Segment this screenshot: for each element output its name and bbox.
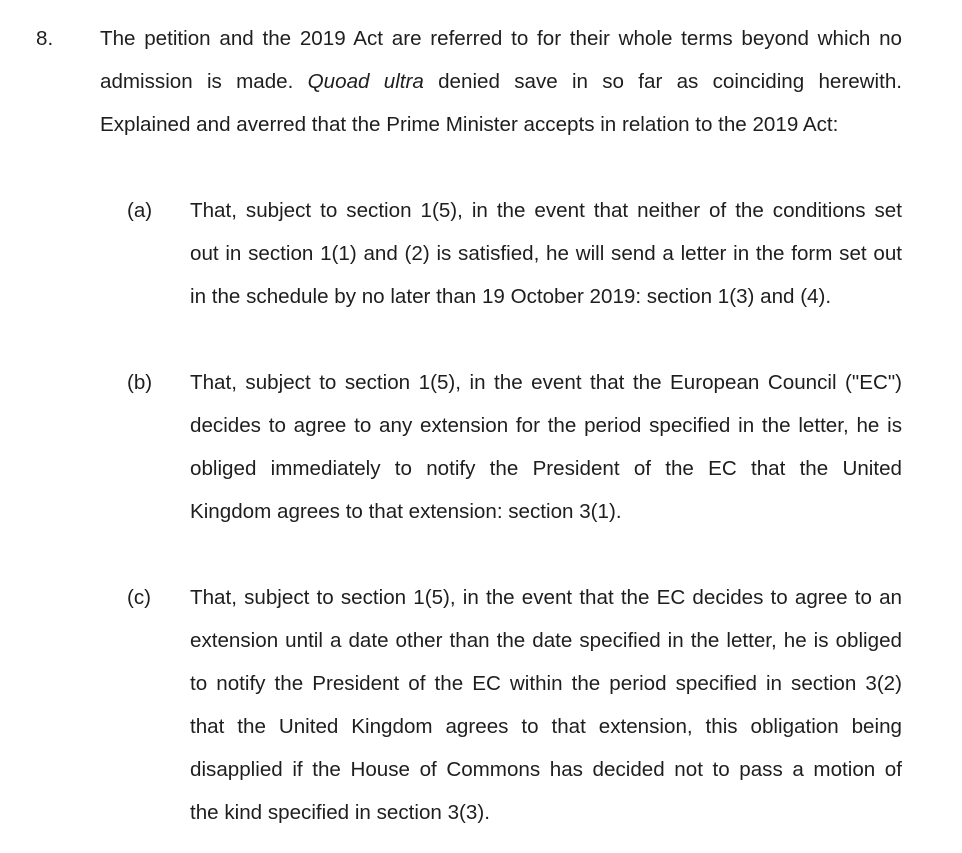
text-line: The petition and the 2019 Act are referred to for their whole terms beyond which no (100, 27, 902, 50)
text-line: disapplied if the House of Commons has decided not to pass a motion of (190, 758, 902, 781)
text-line: That, subject to section 1(5), in the event that the European Council ("EC") (190, 371, 902, 394)
text-line: obliged immediately to notify the President of the EC that the United (190, 457, 902, 480)
subparagraph-c (0, 576, 962, 834)
subparagraph-label: (a) (127, 199, 153, 222)
subparagraph-b-text (190, 361, 902, 533)
paragraph-8 (0, 17, 962, 146)
text-segment: denied save in so far as coinciding herewith. (438, 70, 903, 93)
subparagraph-c-text (190, 576, 902, 834)
text-line (100, 60, 902, 103)
subparagraph-label: (c) (127, 586, 152, 609)
text-line: to notify the President of the EC within the period specified in section 3(2) (190, 672, 902, 695)
subparagraph-label: (b) (127, 371, 153, 394)
subparagraph-b (0, 361, 962, 533)
text-line: Kingdom agrees to that extension: section 3(1). (190, 500, 622, 523)
subparagraph-a-text (190, 189, 902, 318)
subparagraph-a (0, 189, 962, 318)
latin-phrase: Quoad ultra (307, 70, 424, 93)
text-line: that the United Kingdom agrees to that extension, this obligation being (190, 715, 902, 738)
paragraph-number: 8. (36, 27, 54, 50)
text-segment: admission is made. (100, 70, 294, 93)
text-line: the kind specified in section 3(3). (190, 801, 490, 824)
paragraph-8-text (100, 17, 902, 146)
text-line: decides to agree to any extension for the period specified in the letter, he is (190, 414, 902, 437)
text-line: out in section 1(1) and (2) is satisfied, he will send a letter in the form set out (190, 242, 902, 265)
text-line: That, subject to section 1(5), in the event that the EC decides to agree to an (190, 586, 902, 609)
text-line: That, subject to section 1(5), in the event that neither of the conditions set (190, 199, 902, 222)
text-line: Explained and averred that the Prime Minister accepts in relation to the 2019 Act: (100, 113, 839, 136)
text-line: in the schedule by no later than 19 October 2019: section 1(3) and (4). (190, 285, 832, 308)
text-line: extension until a date other than the date specified in the letter, he is obliged (190, 629, 902, 652)
